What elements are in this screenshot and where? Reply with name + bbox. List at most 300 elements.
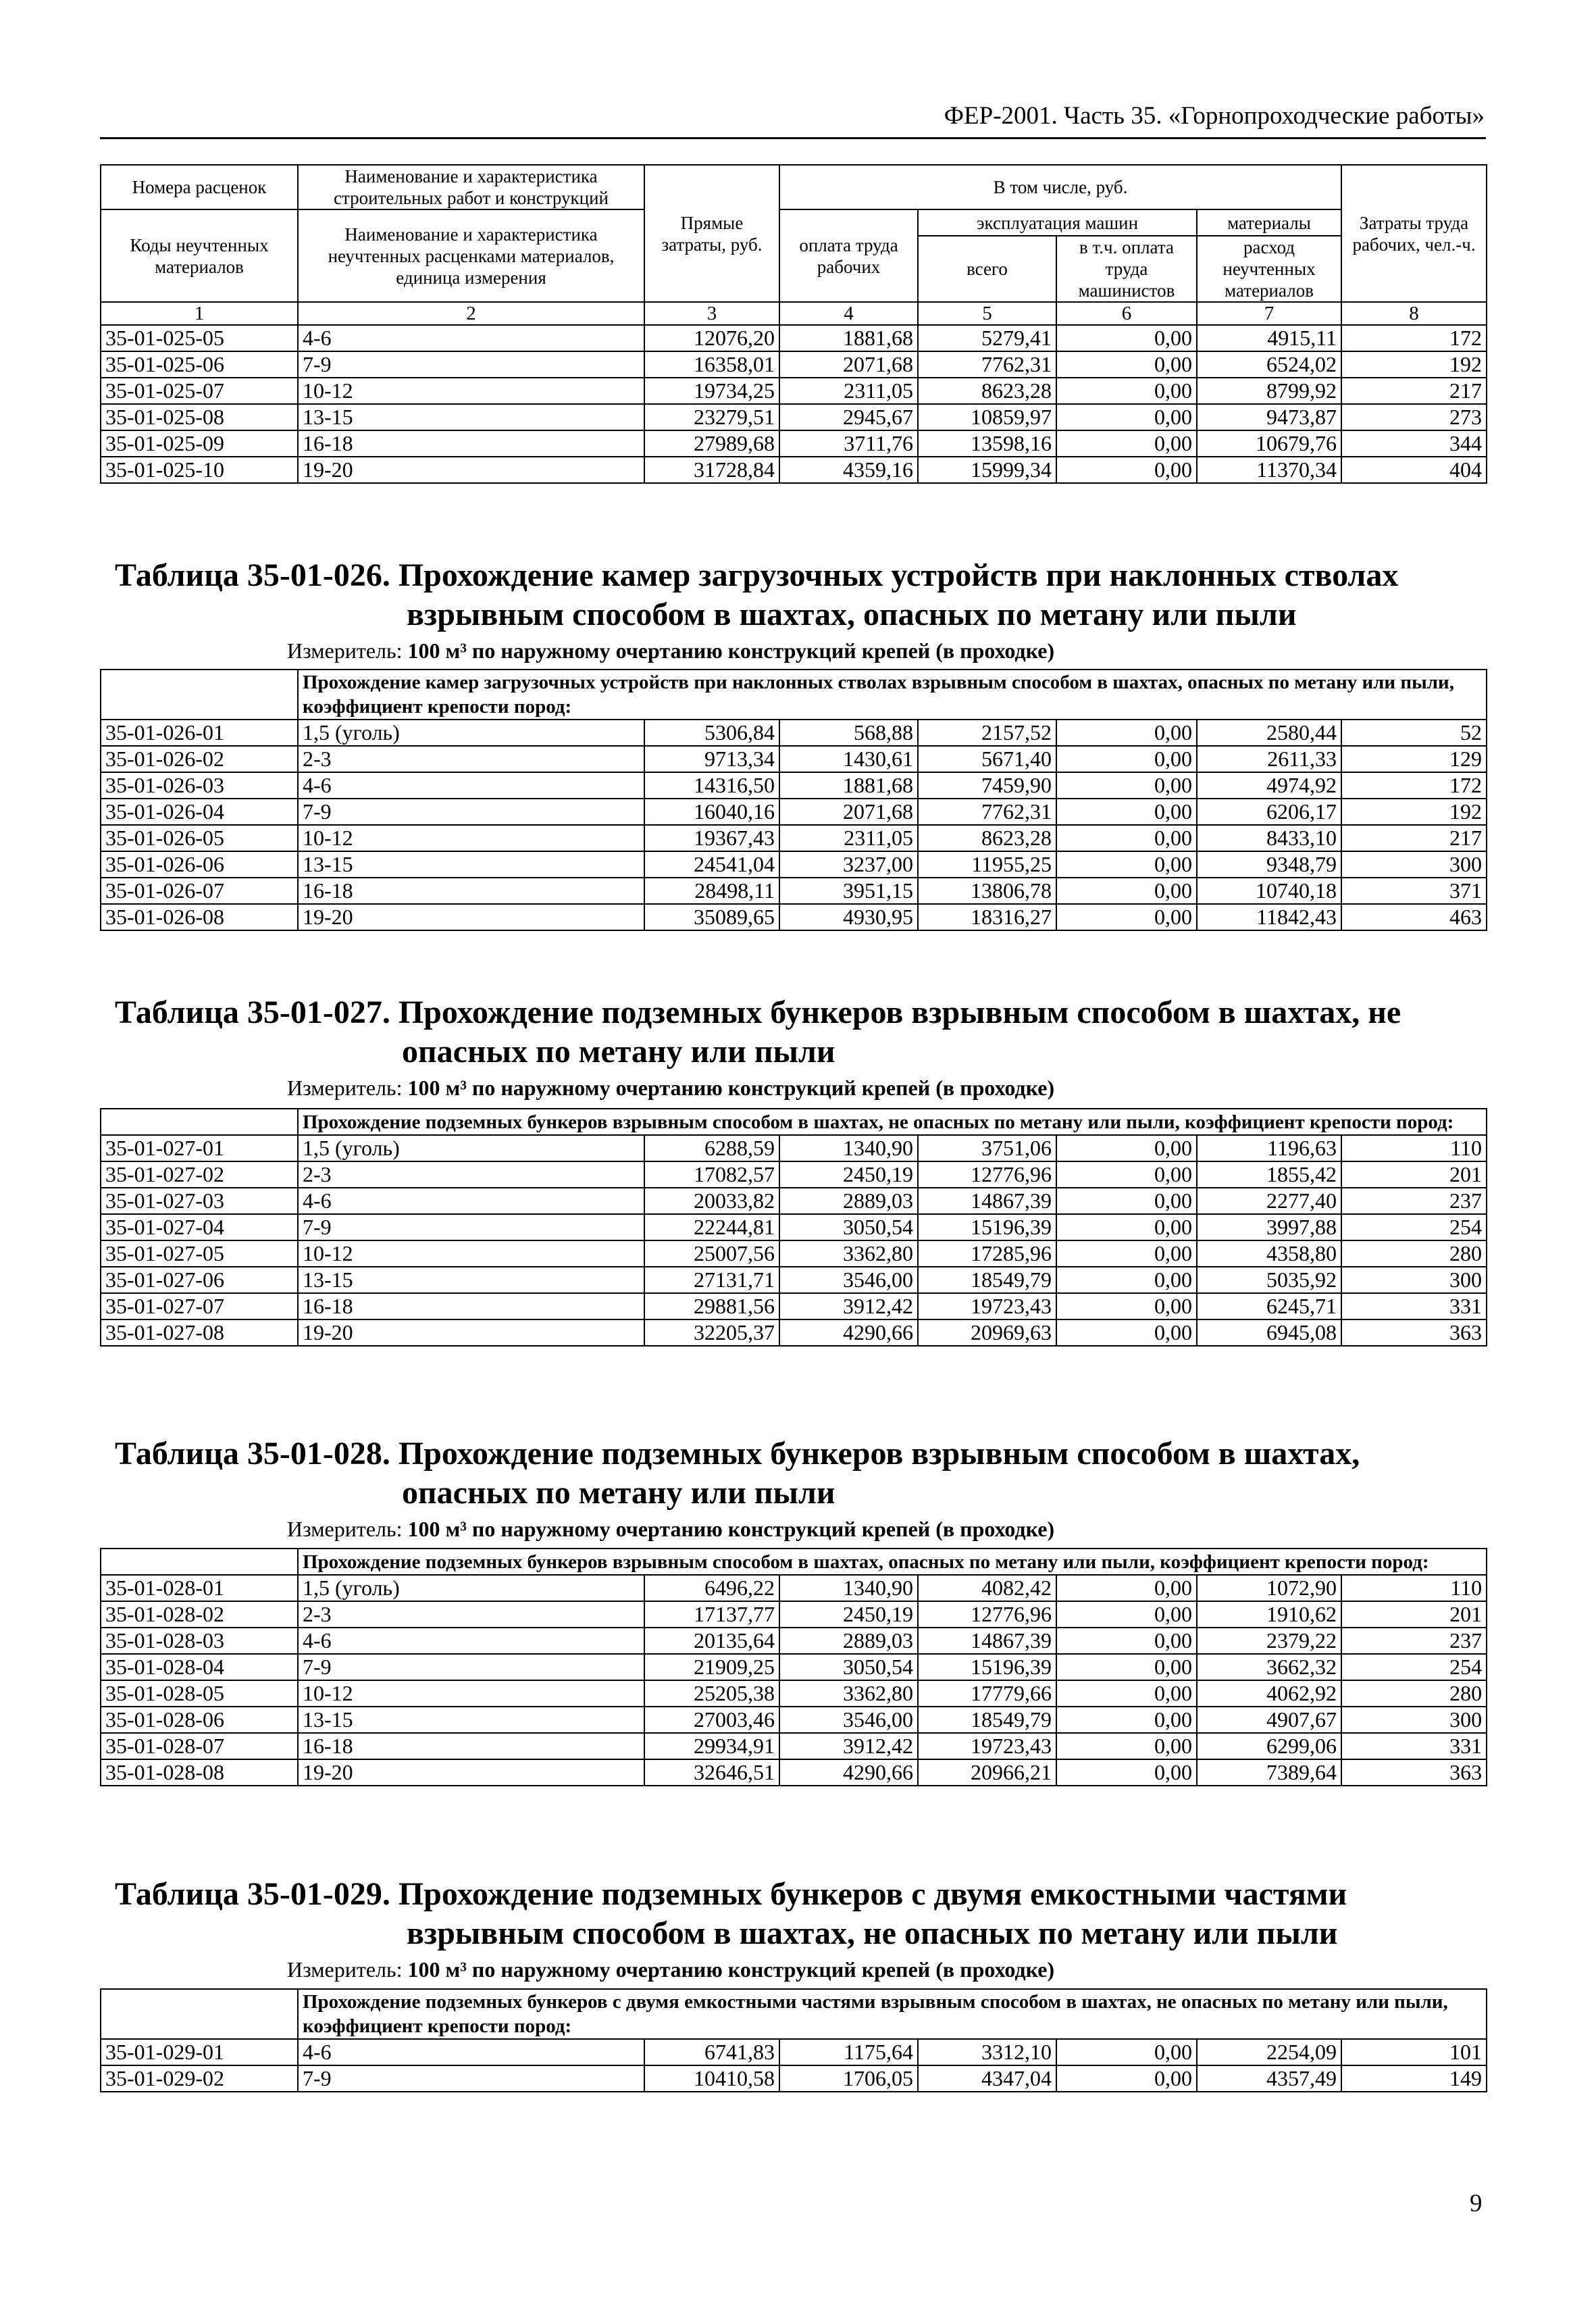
table-row bbox=[101, 1214, 1487, 1240]
rate-code-cell: 35-01-026-04 bbox=[101, 799, 298, 825]
value-cell: 5671,40 bbox=[918, 746, 1056, 772]
table-row bbox=[101, 720, 1487, 746]
table-27-title bbox=[115, 993, 1401, 1072]
rate-code-cell: 35-01-028-02 bbox=[101, 1601, 298, 1628]
value-cell: 201 bbox=[1341, 1601, 1487, 1628]
value-cell: 6524,02 bbox=[1197, 351, 1341, 378]
rate-code-cell: 35-01-027-03 bbox=[101, 1188, 298, 1214]
value-cell: 12076,20 bbox=[644, 325, 779, 351]
table-27-subheader: Прохождение подземных бункеров взрывным способом в шахтах, не опасных по метану или пыли, коэффициент крепости пород: bbox=[298, 1109, 1487, 1135]
value-cell: 1855,42 bbox=[1197, 1161, 1341, 1188]
value-cell: 300 bbox=[1341, 1707, 1487, 1733]
value-cell: 16358,01 bbox=[644, 351, 779, 378]
value-cell: 4907,67 bbox=[1197, 1707, 1341, 1733]
table-29-title bbox=[115, 1875, 1347, 1953]
value-cell: 18549,79 bbox=[918, 1707, 1056, 1733]
meter-text: 100 м³ по наружному очертанию конструкций крепей (в проходке) bbox=[407, 1517, 1055, 1541]
rate-code-cell: 35-01-026-03 bbox=[101, 772, 298, 799]
value-cell: 0,00 bbox=[1056, 1654, 1197, 1680]
meter-label: Измеритель: bbox=[287, 1957, 403, 1982]
value-cell: 18316,27 bbox=[918, 904, 1056, 930]
value-cell: 101 bbox=[1341, 2039, 1487, 2065]
value-cell: 3912,42 bbox=[779, 1733, 918, 1759]
rock-hardness-cell: 16-18 bbox=[298, 878, 644, 904]
table-26-title-line2: взрывным способом в шахтах, опасных по метану или пыли bbox=[407, 597, 1297, 632]
value-cell: 172 bbox=[1341, 772, 1487, 799]
table-row bbox=[101, 430, 1487, 457]
table-row bbox=[101, 325, 1487, 351]
rock-hardness-cell: 4-6 bbox=[298, 325, 644, 351]
rate-code-cell: 35-01-028-04 bbox=[101, 1654, 298, 1680]
rate-code-cell: 35-01-027-02 bbox=[101, 1161, 298, 1188]
value-cell: 0,00 bbox=[1056, 2039, 1197, 2065]
value-cell: 4358,80 bbox=[1197, 1240, 1341, 1267]
value-cell: 344 bbox=[1341, 430, 1487, 457]
col-wages-header: оплата труда рабочих bbox=[779, 209, 918, 302]
value-cell: 0,00 bbox=[1056, 1188, 1197, 1214]
value-cell: 7459,90 bbox=[918, 772, 1056, 799]
value-cell: 19723,43 bbox=[918, 1293, 1056, 1319]
rate-code-cell: 35-01-027-06 bbox=[101, 1267, 298, 1293]
value-cell: 110 bbox=[1341, 1135, 1487, 1161]
value-cell: 1340,90 bbox=[779, 1575, 918, 1601]
rate-code-cell: 35-01-029-02 bbox=[101, 2065, 298, 2092]
value-cell: 0,00 bbox=[1056, 1628, 1197, 1654]
value-cell: 25205,38 bbox=[644, 1680, 779, 1707]
table-row bbox=[101, 825, 1487, 851]
rate-code-cell: 35-01-028-01 bbox=[101, 1575, 298, 1601]
rock-hardness-cell: 7-9 bbox=[298, 1214, 644, 1240]
value-cell: 10679,76 bbox=[1197, 430, 1341, 457]
value-cell: 5279,41 bbox=[918, 325, 1056, 351]
value-cell: 27003,46 bbox=[644, 1707, 779, 1733]
value-cell: 0,00 bbox=[1056, 720, 1197, 746]
rate-code-cell: 35-01-028-08 bbox=[101, 1759, 298, 1786]
col-machines-header: эксплуатация машин bbox=[918, 209, 1197, 236]
col-name-header: Наименование и характеристика строительных работ и конструкций bbox=[298, 165, 644, 209]
value-cell: 2889,03 bbox=[779, 1628, 918, 1654]
value-cell: 192 bbox=[1341, 799, 1487, 825]
value-cell: 2611,33 bbox=[1197, 746, 1341, 772]
value-cell: 110 bbox=[1341, 1575, 1487, 1601]
rate-code-cell: 35-01-026-08 bbox=[101, 904, 298, 930]
table-27-title-line1: Таблица 35-01-027. Прохождение подземных бункеров взрывным способом в шахтах, не bbox=[115, 995, 1401, 1030]
table-row bbox=[101, 1628, 1487, 1654]
value-cell: 20033,82 bbox=[644, 1188, 779, 1214]
index-cell: 5 bbox=[918, 302, 1056, 325]
rate-code-cell: 35-01-028-07 bbox=[101, 1733, 298, 1759]
table-row bbox=[101, 878, 1487, 904]
value-cell: 12776,96 bbox=[918, 1161, 1056, 1188]
meter-text: 100 м³ по наружному очертанию конструкций крепей (в проходке) bbox=[407, 1957, 1055, 1982]
value-cell: 11955,25 bbox=[918, 851, 1056, 878]
table-28-title bbox=[115, 1434, 1360, 1513]
value-cell: 17285,96 bbox=[918, 1240, 1056, 1267]
rock-hardness-cell: 13-15 bbox=[298, 404, 644, 430]
value-cell: 14867,39 bbox=[918, 1628, 1056, 1654]
value-cell: 9713,34 bbox=[644, 746, 779, 772]
rate-code-cell: 35-01-028-06 bbox=[101, 1707, 298, 1733]
meter-text: 100 м³ по наружному очертанию конструкций крепей (в проходке) bbox=[407, 1076, 1055, 1100]
value-cell: 1706,05 bbox=[779, 2065, 918, 2092]
page-number: 9 bbox=[1470, 2190, 1483, 2217]
header-rule bbox=[100, 137, 1486, 139]
table-row bbox=[101, 1601, 1487, 1628]
value-cell: 25007,56 bbox=[644, 1240, 779, 1267]
value-cell: 5035,92 bbox=[1197, 1267, 1341, 1293]
value-cell: 7762,31 bbox=[918, 351, 1056, 378]
table-27-title-line2: опасных по метану или пыли bbox=[402, 1034, 835, 1070]
value-cell: 7389,64 bbox=[1197, 1759, 1341, 1786]
rate-code-cell: 35-01-025-05 bbox=[101, 325, 298, 351]
rock-hardness-cell: 2-3 bbox=[298, 1161, 644, 1188]
col-materials-header: материалы bbox=[1197, 209, 1341, 236]
table-26-title bbox=[115, 556, 1398, 634]
rate-code-cell: 35-01-028-05 bbox=[101, 1680, 298, 1707]
value-cell: 4290,66 bbox=[779, 1759, 918, 1786]
value-cell: 17137,77 bbox=[644, 1601, 779, 1628]
table-29-title-line1: Таблица 35-01-029. Прохождение подземных бункеров с двумя емкостными частями bbox=[115, 1876, 1347, 1912]
rate-code-cell: 35-01-025-09 bbox=[101, 430, 298, 457]
value-cell: 0,00 bbox=[1056, 746, 1197, 772]
table-row bbox=[101, 904, 1487, 930]
value-cell: 15999,34 bbox=[918, 457, 1056, 483]
rate-code-cell: 35-01-027-07 bbox=[101, 1293, 298, 1319]
table-row bbox=[101, 1680, 1487, 1707]
table-26-meter bbox=[287, 638, 1054, 663]
value-cell: 8433,10 bbox=[1197, 825, 1341, 851]
value-cell: 0,00 bbox=[1056, 1293, 1197, 1319]
value-cell: 2254,09 bbox=[1197, 2039, 1341, 2065]
value-cell: 11370,34 bbox=[1197, 457, 1341, 483]
col-materials-use-header: расход неучтенных материалов bbox=[1197, 236, 1341, 302]
table-row bbox=[101, 1293, 1487, 1319]
table-row bbox=[101, 351, 1487, 378]
table-row bbox=[101, 746, 1487, 772]
value-cell: 2889,03 bbox=[779, 1188, 918, 1214]
value-cell: 0,00 bbox=[1056, 2065, 1197, 2092]
rate-code-cell: 35-01-025-08 bbox=[101, 404, 298, 430]
value-cell: 1072,90 bbox=[1197, 1575, 1341, 1601]
value-cell: 2311,05 bbox=[779, 378, 918, 404]
table-row bbox=[101, 1188, 1487, 1214]
value-cell: 2450,19 bbox=[779, 1161, 918, 1188]
value-cell: 2311,05 bbox=[779, 825, 918, 851]
table-row bbox=[101, 378, 1487, 404]
index-cell: 8 bbox=[1341, 302, 1487, 325]
value-cell: 254 bbox=[1341, 1214, 1487, 1240]
table-row bbox=[101, 457, 1487, 483]
table-35-01-027 bbox=[100, 1108, 1487, 1347]
table-row bbox=[101, 1240, 1487, 1267]
meter-label: Измеритель: bbox=[287, 1517, 403, 1541]
value-cell: 201 bbox=[1341, 1161, 1487, 1188]
col-material-name-header: Наименование и характеристика неучтенных расценками материалов, единица измерения bbox=[298, 209, 644, 302]
rock-hardness-cell: 4-6 bbox=[298, 2039, 644, 2065]
value-cell: 3546,00 bbox=[779, 1267, 918, 1293]
value-cell: 280 bbox=[1341, 1680, 1487, 1707]
value-cell: 2379,22 bbox=[1197, 1628, 1341, 1654]
value-cell: 19734,25 bbox=[644, 378, 779, 404]
table-28-title-line2: опасных по метану или пыли bbox=[402, 1475, 835, 1511]
value-cell: 280 bbox=[1341, 1240, 1487, 1267]
value-cell: 0,00 bbox=[1056, 825, 1197, 851]
value-cell: 404 bbox=[1341, 457, 1487, 483]
value-cell: 331 bbox=[1341, 1733, 1487, 1759]
value-cell: 3546,00 bbox=[779, 1707, 918, 1733]
rock-hardness-cell: 10-12 bbox=[298, 378, 644, 404]
table-27-meter bbox=[287, 1076, 1054, 1101]
value-cell: 0,00 bbox=[1056, 1240, 1197, 1267]
rock-hardness-cell: 10-12 bbox=[298, 825, 644, 851]
meter-label: Измеритель: bbox=[287, 1076, 403, 1100]
value-cell: 1196,63 bbox=[1197, 1135, 1341, 1161]
table-row bbox=[101, 1267, 1487, 1293]
value-cell: 0,00 bbox=[1056, 1319, 1197, 1346]
rock-hardness-cell: 13-15 bbox=[298, 1707, 644, 1733]
rate-code-cell: 35-01-025-10 bbox=[101, 457, 298, 483]
table-row bbox=[101, 1654, 1487, 1680]
value-cell: 237 bbox=[1341, 1188, 1487, 1214]
value-cell: 2157,52 bbox=[918, 720, 1056, 746]
value-cell: 3711,76 bbox=[779, 430, 918, 457]
table-row bbox=[101, 2039, 1487, 2065]
value-cell: 273 bbox=[1341, 404, 1487, 430]
value-cell: 0,00 bbox=[1056, 430, 1197, 457]
rock-hardness-cell: 19-20 bbox=[298, 904, 644, 930]
value-cell: 21909,25 bbox=[644, 1654, 779, 1680]
table-35-01-029 bbox=[100, 1988, 1487, 2092]
value-cell: 0,00 bbox=[1056, 1680, 1197, 1707]
value-cell: 8799,92 bbox=[1197, 378, 1341, 404]
table-35-01-025 bbox=[100, 164, 1487, 484]
rock-hardness-cell: 19-20 bbox=[298, 1319, 644, 1346]
value-cell: 6496,22 bbox=[644, 1575, 779, 1601]
value-cell: 19723,43 bbox=[918, 1733, 1056, 1759]
value-cell: 6288,59 bbox=[644, 1135, 779, 1161]
value-cell: 24541,04 bbox=[644, 851, 779, 878]
value-cell: 4082,42 bbox=[918, 1575, 1056, 1601]
value-cell: 300 bbox=[1341, 851, 1487, 878]
value-cell: 254 bbox=[1341, 1654, 1487, 1680]
value-cell: 17779,66 bbox=[918, 1680, 1056, 1707]
table-35-01-028 bbox=[100, 1548, 1487, 1786]
index-cell: 2 bbox=[298, 302, 644, 325]
rock-hardness-cell: 13-15 bbox=[298, 1267, 644, 1293]
rock-hardness-cell: 7-9 bbox=[298, 2065, 644, 2092]
value-cell: 0,00 bbox=[1056, 1214, 1197, 1240]
value-cell: 15196,39 bbox=[918, 1654, 1056, 1680]
value-cell: 2071,68 bbox=[779, 351, 918, 378]
value-cell: 9473,87 bbox=[1197, 404, 1341, 430]
value-cell: 4974,92 bbox=[1197, 772, 1341, 799]
value-cell: 10859,97 bbox=[918, 404, 1056, 430]
value-cell: 13806,78 bbox=[918, 878, 1056, 904]
value-cell: 14316,50 bbox=[644, 772, 779, 799]
value-cell: 27131,71 bbox=[644, 1267, 779, 1293]
value-cell: 300 bbox=[1341, 1267, 1487, 1293]
value-cell: 8623,28 bbox=[918, 825, 1056, 851]
col-labor-header: Затраты труда рабочих, чел.-ч. bbox=[1341, 165, 1487, 302]
value-cell: 371 bbox=[1341, 878, 1487, 904]
rock-hardness-cell: 10-12 bbox=[298, 1680, 644, 1707]
value-cell: 29881,56 bbox=[644, 1293, 779, 1319]
col-machines-total-header: всего bbox=[918, 236, 1056, 302]
value-cell: 0,00 bbox=[1056, 799, 1197, 825]
value-cell: 568,88 bbox=[779, 720, 918, 746]
rock-hardness-cell: 7-9 bbox=[298, 799, 644, 825]
rate-code-cell: 35-01-025-07 bbox=[101, 378, 298, 404]
value-cell: 0,00 bbox=[1056, 1575, 1197, 1601]
value-cell: 2277,40 bbox=[1197, 1188, 1341, 1214]
index-cell: 3 bbox=[644, 302, 779, 325]
rock-hardness-cell: 16-18 bbox=[298, 1733, 644, 1759]
value-cell: 8623,28 bbox=[918, 378, 1056, 404]
table-row bbox=[101, 1135, 1487, 1161]
value-cell: 129 bbox=[1341, 746, 1487, 772]
value-cell: 19367,43 bbox=[644, 825, 779, 851]
value-cell: 0,00 bbox=[1056, 457, 1197, 483]
value-cell: 1175,64 bbox=[779, 2039, 918, 2065]
value-cell: 0,00 bbox=[1056, 878, 1197, 904]
value-cell: 4915,11 bbox=[1197, 325, 1341, 351]
value-cell: 3050,54 bbox=[779, 1214, 918, 1240]
value-cell: 17082,57 bbox=[644, 1161, 779, 1188]
rock-hardness-cell: 4-6 bbox=[298, 1628, 644, 1654]
table-row bbox=[101, 1575, 1487, 1601]
value-cell: 0,00 bbox=[1056, 1759, 1197, 1786]
value-cell: 2450,19 bbox=[779, 1601, 918, 1628]
value-cell: 11842,43 bbox=[1197, 904, 1341, 930]
meter-text: 100 м³ по наружному очертанию конструкций крепей (в проходке) bbox=[407, 638, 1055, 663]
rock-hardness-cell: 1,5 (уголь) bbox=[298, 720, 644, 746]
col-direct-costs-header: Прямые затраты, руб. bbox=[644, 165, 779, 302]
value-cell: 15196,39 bbox=[918, 1214, 1056, 1240]
rate-code-cell: 35-01-027-04 bbox=[101, 1214, 298, 1240]
table-row bbox=[101, 772, 1487, 799]
value-cell: 28498,11 bbox=[644, 878, 779, 904]
table-row bbox=[101, 2065, 1487, 2092]
value-cell: 20969,63 bbox=[918, 1319, 1056, 1346]
rock-hardness-cell: 4-6 bbox=[298, 1188, 644, 1214]
rate-code-cell: 35-01-029-01 bbox=[101, 2039, 298, 2065]
rock-hardness-cell: 16-18 bbox=[298, 1293, 644, 1319]
index-cell: 1 bbox=[101, 302, 298, 325]
value-cell: 22244,81 bbox=[644, 1214, 779, 1240]
value-cell: 20966,21 bbox=[918, 1759, 1056, 1786]
value-cell: 23279,51 bbox=[644, 404, 779, 430]
rate-code-cell: 35-01-026-05 bbox=[101, 825, 298, 851]
value-cell: 3751,06 bbox=[918, 1135, 1056, 1161]
rock-hardness-cell: 1,5 (уголь) bbox=[298, 1135, 644, 1161]
value-cell: 3997,88 bbox=[1197, 1214, 1341, 1240]
value-cell: 35089,65 bbox=[644, 904, 779, 930]
table-28-title-line1: Таблица 35-01-028. Прохождение подземных бункеров взрывным способом в шахтах, bbox=[115, 1436, 1360, 1472]
value-cell: 3912,42 bbox=[779, 1293, 918, 1319]
value-cell: 32646,51 bbox=[644, 1759, 779, 1786]
rate-code-cell: 35-01-026-07 bbox=[101, 878, 298, 904]
table-row bbox=[101, 1759, 1487, 1786]
rock-hardness-cell: 4-6 bbox=[298, 772, 644, 799]
value-cell: 31728,84 bbox=[644, 457, 779, 483]
value-cell: 1881,68 bbox=[779, 772, 918, 799]
value-cell: 3050,54 bbox=[779, 1654, 918, 1680]
table-28-meter bbox=[287, 1517, 1054, 1542]
value-cell: 4359,16 bbox=[779, 457, 918, 483]
value-cell: 13598,16 bbox=[918, 430, 1056, 457]
value-cell: 6206,17 bbox=[1197, 799, 1341, 825]
value-cell: 52 bbox=[1341, 720, 1487, 746]
rock-hardness-cell: 1,5 (уголь) bbox=[298, 1575, 644, 1601]
rock-hardness-cell: 10-12 bbox=[298, 1240, 644, 1267]
rock-hardness-cell: 2-3 bbox=[298, 1601, 644, 1628]
value-cell: 3312,10 bbox=[918, 2039, 1056, 2065]
table-row bbox=[101, 851, 1487, 878]
value-cell: 4290,66 bbox=[779, 1319, 918, 1346]
rock-hardness-cell: 13-15 bbox=[298, 851, 644, 878]
value-cell: 3237,00 bbox=[779, 851, 918, 878]
table-row bbox=[101, 1319, 1487, 1346]
rock-hardness-cell: 16-18 bbox=[298, 430, 644, 457]
value-cell: 1881,68 bbox=[779, 325, 918, 351]
rate-code-cell: 35-01-026-06 bbox=[101, 851, 298, 878]
index-cell: 7 bbox=[1197, 302, 1341, 325]
value-cell: 4347,04 bbox=[918, 2065, 1056, 2092]
value-cell: 20135,64 bbox=[644, 1628, 779, 1654]
value-cell: 10740,18 bbox=[1197, 878, 1341, 904]
col-material-codes-header: Коды неучтенных материалов bbox=[101, 209, 298, 302]
value-cell: 0,00 bbox=[1056, 1267, 1197, 1293]
value-cell: 0,00 bbox=[1056, 1733, 1197, 1759]
col-machines-wages-header: в т.ч. оплата труда машинистов bbox=[1056, 236, 1197, 302]
table-28-subheader: Прохождение подземных бункеров взрывным способом в шахтах, опасных по метану или пыли, коэффициент крепости пород: bbox=[298, 1549, 1487, 1575]
value-cell: 0,00 bbox=[1056, 325, 1197, 351]
value-cell: 32205,37 bbox=[644, 1319, 779, 1346]
value-cell: 172 bbox=[1341, 325, 1487, 351]
value-cell: 3951,15 bbox=[779, 878, 918, 904]
value-cell: 6945,08 bbox=[1197, 1319, 1341, 1346]
value-cell: 9348,79 bbox=[1197, 851, 1341, 878]
index-cell: 6 bbox=[1056, 302, 1197, 325]
value-cell: 217 bbox=[1341, 378, 1487, 404]
rock-hardness-cell: 7-9 bbox=[298, 351, 644, 378]
value-cell: 1430,61 bbox=[779, 746, 918, 772]
rate-code-cell: 35-01-026-02 bbox=[101, 746, 298, 772]
meter-label: Измеритель: bbox=[287, 638, 403, 663]
table-row bbox=[101, 1733, 1487, 1759]
value-cell: 10410,58 bbox=[644, 2065, 779, 2092]
rate-code-cell: 35-01-026-01 bbox=[101, 720, 298, 746]
value-cell: 7762,31 bbox=[918, 799, 1056, 825]
value-cell: 149 bbox=[1341, 2065, 1487, 2092]
value-cell: 0,00 bbox=[1056, 351, 1197, 378]
value-cell: 14867,39 bbox=[918, 1188, 1056, 1214]
rate-code-cell: 35-01-027-05 bbox=[101, 1240, 298, 1267]
value-cell: 4062,92 bbox=[1197, 1680, 1341, 1707]
value-cell: 0,00 bbox=[1056, 378, 1197, 404]
value-cell: 3662,32 bbox=[1197, 1654, 1341, 1680]
value-cell: 18549,79 bbox=[918, 1267, 1056, 1293]
value-cell: 2071,68 bbox=[779, 799, 918, 825]
value-cell: 192 bbox=[1341, 351, 1487, 378]
rate-code-cell: 35-01-027-01 bbox=[101, 1135, 298, 1161]
table-row bbox=[101, 404, 1487, 430]
column-index-row bbox=[101, 302, 1487, 325]
rock-hardness-cell: 19-20 bbox=[298, 457, 644, 483]
value-cell: 27989,68 bbox=[644, 430, 779, 457]
table-row bbox=[101, 799, 1487, 825]
value-cell: 0,00 bbox=[1056, 404, 1197, 430]
